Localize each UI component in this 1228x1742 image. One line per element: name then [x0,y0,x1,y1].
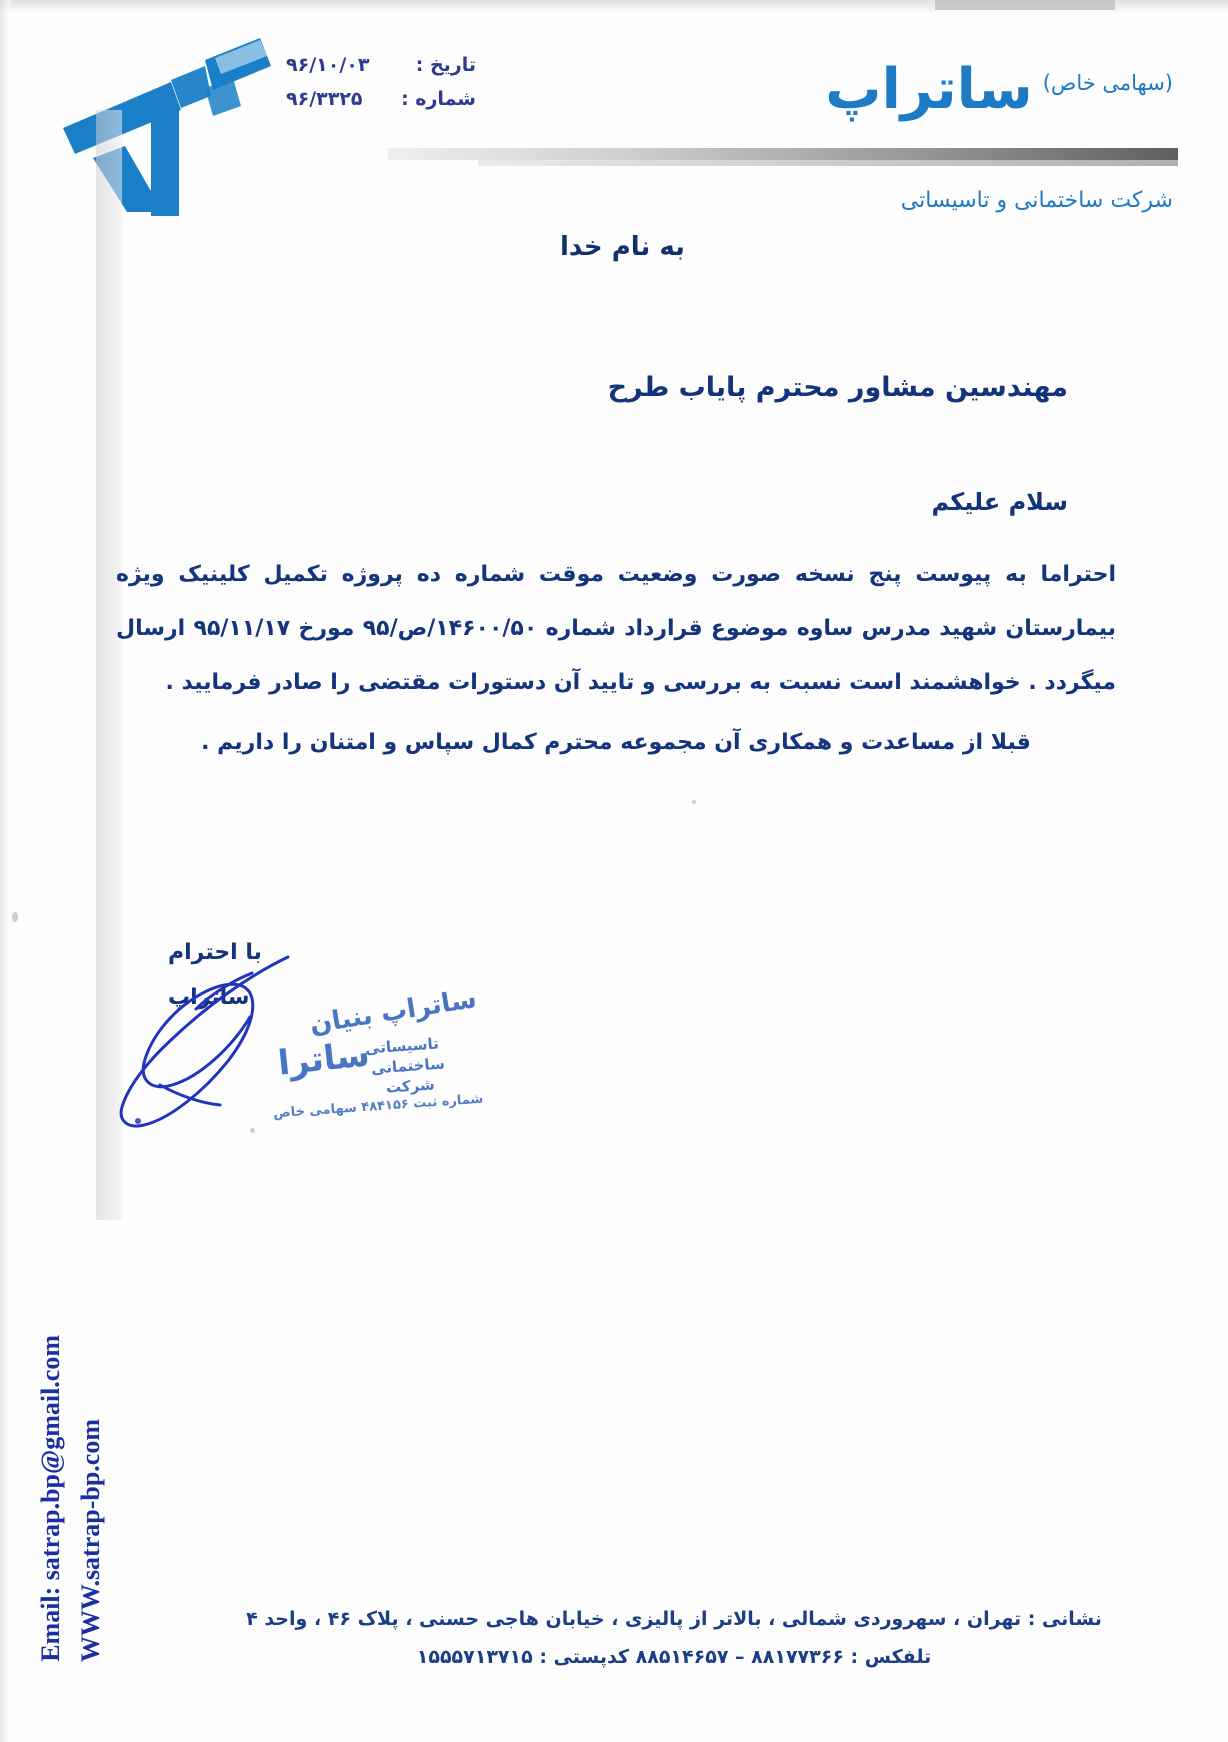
contact-website: WWW.satrap-bp.com [76,1418,105,1662]
letter-paragraph: احتراما به پیوست پنج نسخه صورت وضعیت موقت شماره ده پروژه تکمیل کلینیک ویژه بیمارستان شهید مدرس ساوه موضوع قرارداد شماره ۱۴۶۰۰/۵۰/ص/۹۵ مورخ ۹۵/۱۱/۱۷ ارسال میگردد . خواهشمند است نسبت به بررسی و تایید آن دستورات مقتضی را صادر فرمایید . [116,562,1116,695]
brand-block [825,57,1173,122]
recipient-line: مهندسین مشاور محترم پایاب طرح [607,372,1068,403]
scan-speck [250,1128,255,1133]
letter-number-row [286,82,476,116]
brand-description: شرکت ساختمانی و تاسیساتی [900,188,1173,213]
scan-speck [692,800,696,804]
stamp-main-text: ساتراپ بنیان [307,984,479,1040]
stamp-line-1: تاسیساتی [364,1034,440,1058]
header-rule [388,148,1178,160]
letter-meta [286,48,476,116]
footer-block [0,1600,1228,1676]
stamp-line-3: شرکت [385,1075,436,1097]
scan-corner-artifact [935,0,1115,10]
letter-date-value: ۹۶/۱۰/۰۳ [286,54,370,76]
letter-number-label: شماره : [401,88,476,110]
header-rule-secondary [478,160,1178,166]
letter-body [116,548,1116,776]
stamp-line-2: ساختمانی [370,1054,446,1078]
letter-number-value: ۹۶/۳۳۲۵ [286,88,363,110]
scan-edge-left [0,0,10,1742]
brand-subtitle: (سهامی خاص) [1042,71,1173,95]
stamp-logo-text: ساترا [276,1034,372,1084]
footer-address: نشانی : تهران ، سهروردی شمالی ، بالاتر از پالیزی ، خیابان هاجی حسنی ، پلاک ۴۶ ، واحد ۴ [246,1608,1102,1630]
company-stamp [272,984,487,1130]
basmala-text: به نام خدا [560,232,685,262]
contact-email: Email: satrap.bp@gmail.com [36,1335,65,1662]
scan-speck [12,912,18,922]
signature-regards: با احترام [168,940,262,965]
footer-phones: تلفکس : ۸۸۱۷۷۳۶۶ – ۸۸۵۱۴۶۵۷ کدپستی : ۱۵۵۵۷۱۳۷۱۵ [416,1646,932,1668]
stamp-registration: شماره ثبت ۴۸۴۱۵۶ سهامی خاص [272,1091,484,1122]
letter-paragraph: قبلا از مساعدت و همکاری آن مجموعه محترم کمال سپاس و امتنان را داریم . [201,730,1031,755]
signature-company: ساتراپ [168,985,250,1010]
salutation-line: سلام علیکم [931,488,1068,516]
brand-name: ساتراپ [825,57,1033,122]
letter-date-label: تاریخ : [415,54,476,76]
satrap-logo-icon [55,30,305,220]
letter-date-row [286,48,476,82]
